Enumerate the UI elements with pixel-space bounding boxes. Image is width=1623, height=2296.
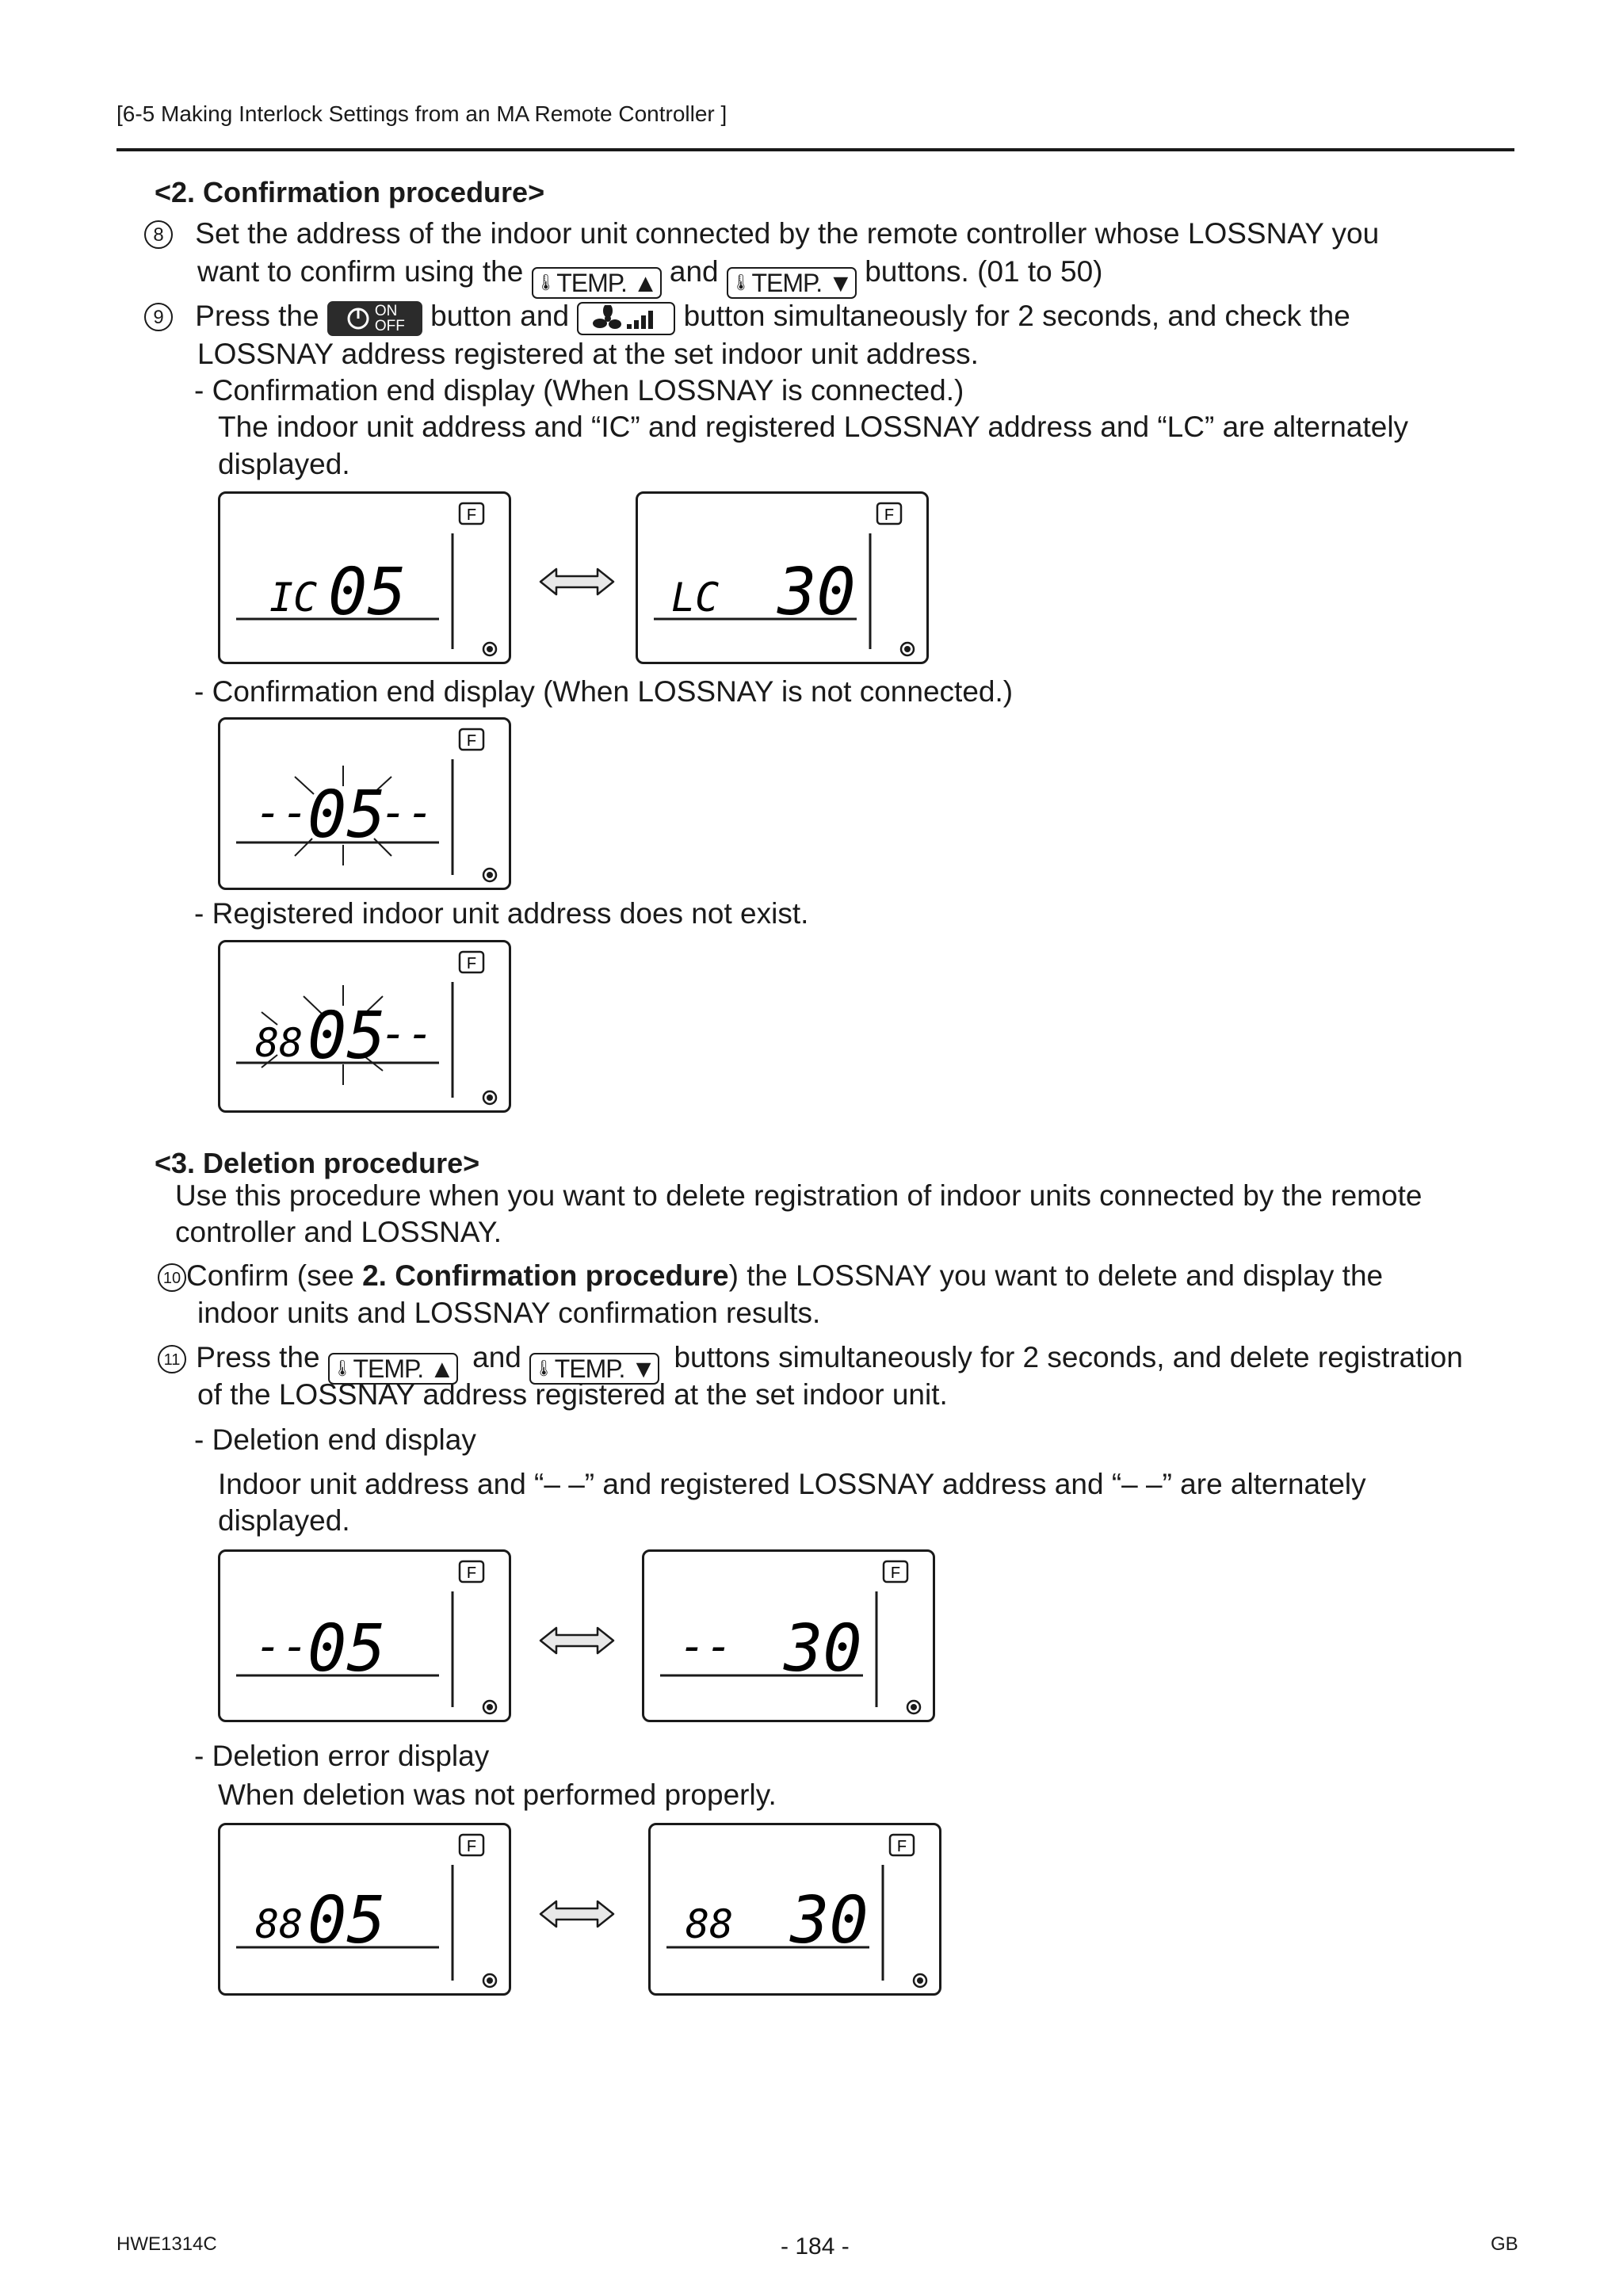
deletion-intro-1: Use this procedure when you want to delete registration of indoor units connected by the remote [175,1179,1423,1212]
temp-down-button[interactable]: 🌡 TEMP. ▼ [529,1353,659,1385]
f-key: F [466,1838,477,1855]
step-10-line-2: indoor units and LOSSNAY confirmation results. [197,1297,821,1329]
fan-speed-button[interactable] [577,302,675,335]
thermometer-icon: 🌡 [533,1360,553,1377]
step-10-line-1: 10 Confirm (see 2. Confirmation procedure) the LOSSNAY you want to delete and display the [158,1258,1383,1294]
lcd-left-text: -- [255,1621,309,1672]
step-10-number: 10 [158,1263,186,1292]
lcd-display-lc-30 [636,491,929,664]
f-key: F [466,955,477,972]
confirmation-heading: <2. Confirmation procedure> [155,176,545,208]
deletion-end-label: - Deletion end display [194,1423,476,1456]
step-9-number: 9 [144,303,173,331]
thermometer-icon: 🌡 [535,274,556,292]
lcd-display-not-connected [218,717,511,890]
thermometer-icon: 🌡 [731,274,750,292]
f-key: F [466,1564,477,1582]
deletion-heading: <3. Deletion procedure> [155,1147,480,1179]
page-number: - 184 - [781,2233,850,2260]
f-key: F [896,1838,907,1855]
running-header: [6-5 Making Interlock Settings from an MA Remote Controller ] [116,101,727,126]
step-9-line-1: 9 Press the ON OFF button and button simultaneously for 2 seconds, and check the [144,298,1350,336]
lcd-display-ic-05 [218,491,511,664]
lcd-left-text: LC [671,575,720,621]
lcd-right-digits: 30 [790,1883,869,1958]
f-key: F [466,506,477,524]
lcd-left-text: 88 [685,1901,734,1947]
f-key: F [890,1564,901,1582]
case-2-label: - Confirmation end display (When LOSSNAY is not connected.) [194,675,1014,708]
step-9-line-2: LOSSNAY address registered at the set indoor unit address. [197,338,979,370]
f-key: F [466,732,477,750]
lcd-display-delete-30 [642,1549,935,1722]
deletion-end-text-2: displayed. [218,1504,350,1537]
lcd-display-delete-05 [218,1549,511,1722]
lcd-right-digits: 05 [328,555,407,630]
case-3-label: - Registered indoor unit address does not exist. [194,897,809,930]
lcd-tail-text: -- [380,787,434,839]
alternating-arrow-icon [539,1898,615,1930]
temp-up-button[interactable]: 🌡 TEMP. ▲ [532,267,662,299]
lcd-right-digits: 05 [307,1611,386,1687]
on-off-button[interactable]: ON OFF [327,301,422,336]
lcd-left-text: -- [679,1621,733,1672]
lcd-right-digits: 05 [307,999,386,1074]
lcd-tail-text: -- [380,1008,434,1060]
case-1-label: - Confirmation end display (When LOSSNAY is connected.) [194,374,964,407]
step-8-line-2: want to confirm using the 🌡 TEMP. ▲ and 🌡 TEMP. ▼ buttons. (01 to 50) [197,254,1103,299]
deletion-error-label: - Deletion error display [194,1740,490,1772]
lcd-display-error-05 [218,1823,511,1996]
step-8-line-1: 8 Set the address of the indoor unit connected by the remote controller whose LOSSNAY you [144,216,1379,252]
lcd-right-digits: 05 [307,1883,386,1958]
lcd-right-digits: 30 [777,555,856,630]
step-11-line-2: of the LOSSNAY address registered at the set indoor unit. [197,1378,948,1411]
lcd-left-text: IC [269,575,318,621]
lcd-right-digits: 30 [784,1611,862,1687]
fan-icon [590,305,662,332]
lcd-right-digits: 05 [307,777,386,853]
region-code: GB [1491,2233,1518,2255]
temp-up-button[interactable]: 🌡 TEMP. ▲ [328,1353,458,1385]
lcd-left-text: -- [255,787,309,839]
lcd-left-text: 88 [255,1020,304,1066]
alternating-arrow-icon [539,1625,615,1656]
f-key: F [884,506,895,524]
deletion-error-text: When deletion was not performed properly. [218,1778,777,1811]
deletion-intro-2: controller and LOSSNAY. [175,1216,502,1248]
thermometer-icon: 🌡 [332,1360,352,1377]
lcd-left-text: 88 [255,1901,304,1947]
header-rule [116,148,1514,151]
case-1-text-1: The indoor unit address and “IC” and registered LOSSNAY address and “LC” are alternately [218,411,1409,443]
temp-down-button[interactable]: 🌡 TEMP. ▼ [727,267,857,299]
lcd-display-not-exist [218,940,511,1113]
doc-code: HWE1314C [116,2233,217,2255]
power-icon [345,305,372,332]
step-11-line-1: 11 Press the 🌡 TEMP. ▲ and 🌡 TEMP. ▼ buttons simultaneously for 2 seconds, and delete registration [158,1339,1463,1385]
step-11-number: 11 [158,1345,186,1373]
lcd-display-error-30 [648,1823,941,1996]
deletion-end-text-1: Indoor unit address and “– –” and registered LOSSNAY address and “– –” are alternately [218,1468,1366,1500]
case-1-text-2: displayed. [218,448,350,480]
alternating-arrow-icon [539,566,615,598]
step-8-number: 8 [144,220,173,249]
